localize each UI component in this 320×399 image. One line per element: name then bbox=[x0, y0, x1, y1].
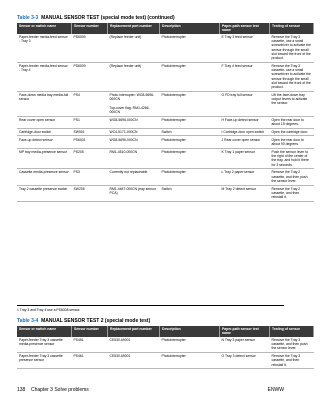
table-cell: Currently not replaceable bbox=[108, 169, 160, 185]
table-cell: PS461 bbox=[72, 352, 108, 368]
table-title: MANUAL SENSOR TEST (special mode test) (continued) bbox=[41, 15, 175, 21]
table-row bbox=[17, 185, 314, 201]
table-row bbox=[17, 91, 314, 116]
table-cell: Switch bbox=[160, 128, 220, 136]
table-cell: WC4-5171-000CN bbox=[108, 128, 160, 136]
column-header: Testing of sensor bbox=[270, 326, 314, 337]
table-cell: Push the sensor lever to the right of the center of the tray, and hold it there for 3 seconds. bbox=[270, 148, 314, 169]
table-cell: WG8-5696-000CN bbox=[108, 116, 160, 128]
table-cell: PS6009 bbox=[72, 34, 108, 63]
table-row bbox=[17, 62, 314, 91]
manual-sensor-test-table bbox=[17, 23, 314, 202]
table-cell: Photointerrupter bbox=[160, 169, 220, 185]
table-cell: M Tray 2 detect sensor bbox=[220, 185, 270, 201]
column-header: Paper-path sensor test name bbox=[220, 23, 270, 34]
table-cell: Open the cartridge door. bbox=[270, 128, 314, 136]
table-cell: Cartridge-door switch bbox=[17, 128, 72, 136]
table-cell: RM1-4510-000CN bbox=[108, 148, 160, 169]
column-header: Replacement part number bbox=[108, 23, 160, 34]
table-cell: Face-up detect sensor bbox=[17, 136, 72, 148]
column-header: Testing of sensor bbox=[270, 23, 314, 34]
brand-code: ENWW bbox=[267, 387, 284, 393]
table-row bbox=[17, 148, 314, 169]
table-cell: O Tray 3 detect sensor bbox=[220, 352, 270, 368]
table-cell: N Tray 3 paper sensor bbox=[220, 337, 270, 353]
table-cell: L Tray 2 paper sensor bbox=[220, 169, 270, 185]
table-cell: Rear cover open sensor bbox=[17, 116, 72, 128]
table-cell: Paper-feeder Tray 3 cassette media-presence sensor bbox=[17, 337, 72, 353]
page-footer bbox=[0, 386, 300, 399]
column-header: Sensor or switch name bbox=[17, 326, 72, 337]
column-header: Replacement part number bbox=[108, 326, 160, 337]
table-cell: Paper-feeder media-feed sensor - Tray 4 bbox=[17, 62, 72, 91]
table-cell: Remove the Tray 2 cassette, and then reinstall it. bbox=[270, 185, 314, 201]
table-cell: Open the rear door to about 90 degrees. bbox=[270, 136, 314, 148]
table-cell: PS451 bbox=[72, 337, 108, 353]
table-cell: (Replace feeder unit) bbox=[108, 62, 160, 91]
table-row bbox=[17, 352, 314, 368]
table-footnote: 1 Tray 3 and Tray 4 use a PS6008 sensor. bbox=[17, 305, 284, 312]
table-cell: Paper-feeder Tray 3 cassette presence sensor bbox=[17, 352, 72, 368]
table-cell: Remove the Tray 2 cassette, and then push the sensor lever. bbox=[270, 169, 314, 185]
table-cell: K Tray 1 paper sensor bbox=[220, 148, 270, 169]
table-row bbox=[17, 116, 314, 128]
table-cell: Photointerrupter bbox=[160, 352, 220, 368]
table-3-4-caption bbox=[17, 318, 150, 324]
page-number: 138 bbox=[17, 387, 26, 393]
table-row bbox=[17, 34, 314, 63]
table-header-row bbox=[17, 326, 314, 337]
column-header: Sensor number bbox=[72, 326, 108, 337]
table-cell: Lift the face-down tray output levers to activate the sensor. bbox=[270, 91, 314, 116]
table-cell: Open the rear door to about 15 degrees. bbox=[270, 116, 314, 128]
table-cell: Remove the Tray 3 cassette, and then reinstall it. bbox=[270, 352, 314, 368]
table-cell: Switch bbox=[160, 185, 220, 201]
table-cell: PS3 bbox=[72, 169, 108, 185]
table-cell: PS6001 bbox=[72, 136, 108, 148]
table-cell: MP tray media-presence sensor bbox=[17, 148, 72, 169]
table-cell: J Rear cover open sensor bbox=[220, 136, 270, 148]
table-cell: PS4 bbox=[72, 91, 108, 116]
table-title: MANUAL SENSOR TEST 2 (special mode test) bbox=[41, 318, 151, 324]
table-row bbox=[17, 128, 314, 136]
table-cell: CE530-69001 bbox=[108, 337, 160, 353]
table-row bbox=[17, 169, 314, 185]
table-cell: Photointerrupter bbox=[160, 148, 220, 169]
table-cell: Face-down media tray media-full sensor bbox=[17, 91, 72, 116]
table-cell: H Face-up detect sensor bbox=[220, 116, 270, 128]
table-cell: Remove the Tray 3 cassette, use a small screwdriver to activate the sensor through the small slot toward the front of the product. bbox=[270, 34, 314, 63]
table-cell: PS6009 bbox=[72, 62, 108, 91]
table-row bbox=[17, 136, 314, 148]
table-cell: Photointerrupter bbox=[160, 337, 220, 353]
column-header: Paper-path sensor test name bbox=[220, 326, 270, 337]
table-cell: Photointerrupter bbox=[160, 34, 220, 63]
table-cell: Photointerrupter bbox=[160, 116, 220, 128]
table-cell: SW205 bbox=[72, 185, 108, 201]
table-cell: I Cartridge-door open switch bbox=[220, 128, 270, 136]
column-header: Description bbox=[160, 326, 220, 337]
table-row bbox=[17, 337, 314, 353]
manual-sensor-test-2-table bbox=[17, 326, 314, 369]
table-cell: (Replace feeder unit) bbox=[108, 34, 160, 63]
column-header: Sensor or switch name bbox=[17, 23, 72, 34]
chapter-title: Chapter 3 Solve problems bbox=[31, 387, 89, 393]
table-cell: Photo interrupter: WG8-5696-000CN Top-cover flag: RM1-4266-000CN bbox=[108, 91, 160, 116]
table-cell: E Tray 3 feed sensor bbox=[220, 34, 270, 63]
table-cell: SW501 bbox=[72, 128, 108, 136]
table-3-3-caption bbox=[17, 15, 175, 21]
table-cell: PS205 bbox=[72, 148, 108, 169]
table-cell: Tray 2 cassette presence switch bbox=[17, 185, 72, 201]
table-cell: Paper-feeder media-feed sensor - Tray 3 bbox=[17, 34, 72, 63]
table-cell: RM1-4487-000CN (tray sensor PCA) bbox=[108, 185, 160, 201]
table-cell: Photointerrupter bbox=[160, 136, 220, 148]
table-cell: PS1 bbox=[72, 116, 108, 128]
table-cell: Photointerrupter bbox=[160, 91, 220, 116]
table-cell: Remove the Tray 3 cassette, use a small screwdriver to activate the sensor through the small slot toward the front of the product. bbox=[270, 62, 314, 91]
table-number: Table 3-4 bbox=[17, 318, 39, 324]
table-cell: CE530-69001 bbox=[108, 352, 160, 368]
table-cell: Photointerrupter bbox=[160, 62, 220, 91]
table-cell: WG8-5696-000CN bbox=[108, 136, 160, 148]
table-cell: Cassette media-presence sensor bbox=[17, 169, 72, 185]
column-header: Sensor number bbox=[72, 23, 108, 34]
table-header-row bbox=[17, 23, 314, 34]
column-header: Description bbox=[160, 23, 220, 34]
table-cell: G FD tray full sensor bbox=[220, 91, 270, 116]
table-cell: Remove the Tray 3 cassette, and then push the sensor lever. bbox=[270, 337, 314, 353]
table-cell: F Tray 4 feed sensor bbox=[220, 62, 270, 91]
table-number: Table 3-3 bbox=[17, 15, 39, 21]
